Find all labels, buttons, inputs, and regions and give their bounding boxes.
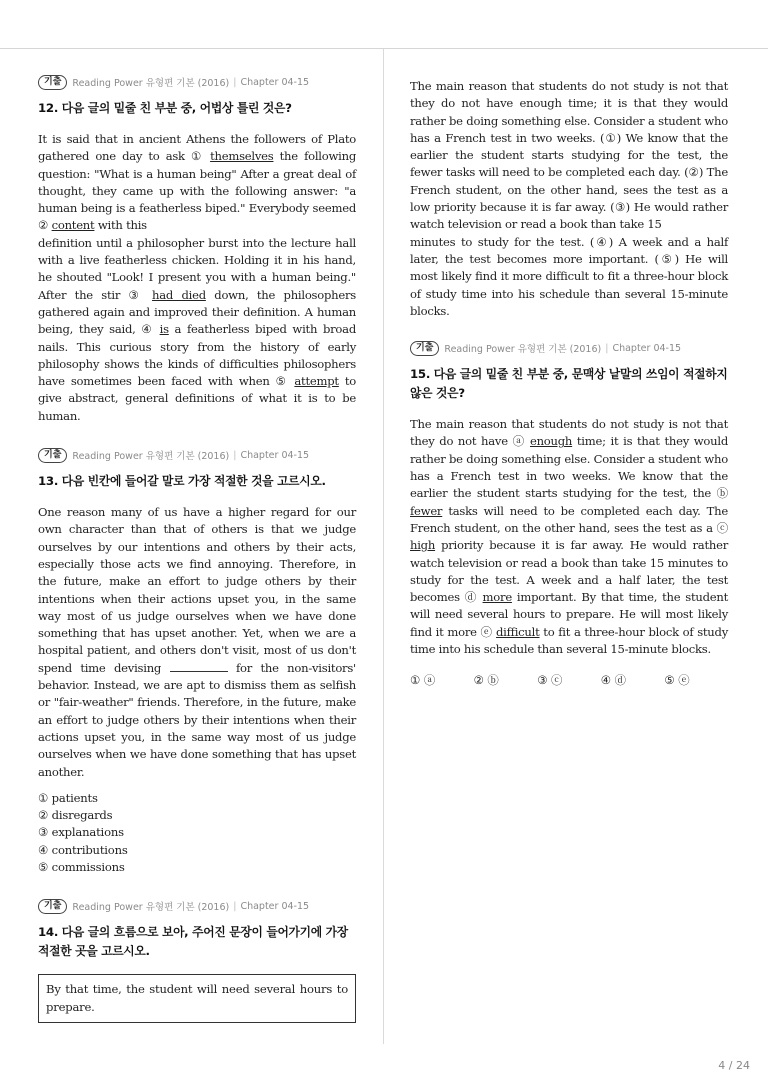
page-number: 4 / 24 [718,1059,750,1072]
chapter-label: Chapter 04-15 [612,342,682,354]
question-15 [410,340,728,688]
exam-badge: 기출 [38,75,67,90]
underlined-2: content [51,218,95,233]
exam-badge: 기출 [38,899,67,914]
option[interactable]: ③ ⓒ [537,673,563,688]
chapter-label: Chapter 04-15 [240,449,310,461]
passage: The main reason that students do not study is not that they do not have ⓐ enough time; it is that they would rather be doing something else. Consider a student who has a French test in two weeks. We know that the earlier the student starts studying for the test, the ⓑ fewer tasks will need to be completed each day. The French student, on the other hand, sees the test as a ⓒ high priority because it is far away. He would rather watch television or read a book than take 15 minutes to study for the test. A week and a half later, the test becomes ⓓ more important. By that time, the student will need several hours to prepare. He will most likely find it more ⓔ difficult to fit a three-hour block of study time into his schedule than several 15-minute blocks. [410,417,728,657]
answer-options [38,790,356,876]
exam-badge: 기출 [38,448,67,463]
option[interactable]: ④ contributions [38,842,128,857]
source-label: Reading Power 유형편 기본 (2016) [72,78,230,89]
underlined-3: had died [152,287,206,302]
passage: It is said that in ancient Athens the followers of Plato gathered one day to ask ① themselves the following question: "What is a human being" After a great deal of thought, they came up with the following answer: "a human being is a featherless biped." Everybody seemed ② content with this definition until a philosopher burst into the lecture hall with a live featherless chicken. Holding it in his hand, he shouted "Look! I present you with a human being." After the stir ③ had died down, the philosophers gathered again and improved their definition. A human being, they said, ④ is a featherless biped with broad nails. This curious story from the history of early philosophy shows the kinds of difficulties philosophers have sometimes been faced with when ⑤ attempt to give abstract, general definitions of what it is to be human. [38,132,357,423]
question-title: 12. 다음 글의 밑줄 친 부분 중, 어법상 틀린 것은? [38,101,292,115]
underlined-d: more [482,590,512,605]
question-14 [38,898,356,1023]
option[interactable]: ① patients [38,790,98,805]
option[interactable]: ⑤ ⓔ [664,673,690,688]
column-divider [383,49,384,1044]
source-label: Reading Power 유형편 기본 (2016) [72,902,230,914]
right-column [410,78,728,688]
underlined-a: enough [529,434,573,449]
chapter-label: Chapter 04-15 [240,76,310,88]
option[interactable]: ③ explanations [38,825,124,840]
underlined-4: is [159,322,169,337]
option[interactable]: ⑤ commissions [38,859,125,874]
question-title: 15. 다음 글의 밑줄 친 부분 중, 문맥상 낱말의 쓰임이 적절하지 않은 것은? [410,367,728,401]
underlined-5: attempt [294,374,339,389]
question-tag: 기출 Reading Power 유형편 기본 (2016) | Chapter 04-15 [38,447,356,463]
chapter-label: Chapter 04-15 [240,900,310,912]
question-title: 14. 다음 글의 흐름으로 보아, 주어진 문장이 들어가기에 가장 적절한 곳을 고르시오. [38,925,348,959]
option[interactable]: ② disregards [38,808,113,823]
passage: One reason many of us have a higher regard for our own character than that of others is that we judge ourselves by our intentions and others by their acts, especially those acts we find annoying. Therefore, in the future, make an effort to judge others by their intentions when their actions upset you, in the same way most of us judge ourselves when we have done something that has upset another. Yet, when we are a hospital patient, and others don't visit, most of us don't spend time devising for the non-visitors' behavior. Instead, we are apt to dismiss them as selfish or "fair-weather" friends. Therefore, in the future, make an effort to judge others by their intentions when their actions upset you, in the same way most of us judge ourselves when we have done something that has upset another. [38,505,356,779]
source-label: Reading Power 유형편 기본 (2016) [72,451,230,463]
underlined-1: themselves [210,149,274,164]
question-12 [38,74,356,425]
underlined-e: difficult [496,624,540,639]
given-sentence-box: By that time, the student will need several hours to prepare. [38,974,356,1023]
header-divider [0,48,768,49]
option[interactable]: ④ ⓓ [600,673,627,688]
question-tag: 기출 Reading Power 유형편 기본 (2016) | Chapter 04-15 [410,340,728,356]
underlined-b: fewer [410,503,443,518]
answer-blank [170,661,228,672]
source-label: Reading Power 유형편 기본 (2016) [444,344,602,356]
question-tag: 기출 Reading Power 유형편 기본 (2016) | Chapter 04-15 [38,898,356,914]
exam-badge: 기출 [410,341,439,356]
question-title: 13. 다음 빈칸에 들어갈 말로 가장 적절한 것을 고르시오. [38,474,326,489]
question-tag: 기출 Reading Power 유형편 기본 (2016) | Chapter 04-15 [38,74,356,90]
underlined-c: high [410,538,436,553]
passage: The main reason that students do not study is not that they do not have enough time; it is that they would rather be doing something else. Consider a student who has a French test in two weeks. (①) We know that the earlier the student starts studying for the test, the fewer tasks will need to be completed each day. (②) The French student, on the other hand, sees the test as a low priority because it is far away. (③) He would rather watch television or read a book than take 15 minutes to study for the test. (④) A week and a half later, the test becomes more important. (⑤) He will most likely find it more difficult to fit a three-hour block of study time into his schedule than several 15-minute blocks. [410,79,728,318]
option[interactable]: ① ⓐ [410,673,436,688]
left-column [38,74,356,1023]
question-13 [38,447,356,876]
option[interactable]: ② ⓑ [473,673,499,688]
answer-options [410,672,728,688]
